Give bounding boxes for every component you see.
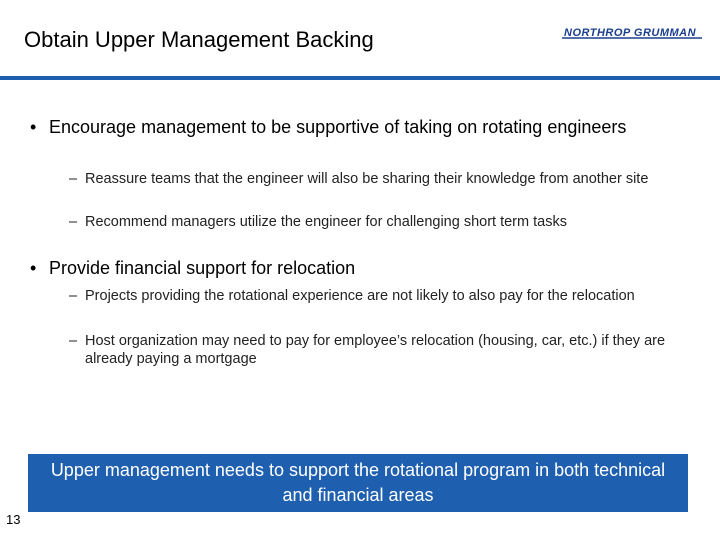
header-divider bbox=[0, 76, 720, 80]
sub-bullet-item bbox=[69, 170, 685, 188]
callout-text: Upper management needs to support the rotational program in both technical and financial areas bbox=[50, 460, 666, 505]
sub-bullet-text: Reassure teams that the engineer will also be sharing their knowledge from another site bbox=[85, 171, 649, 187]
bullet-marker: • bbox=[30, 258, 37, 278]
sub-bullet-marker: – bbox=[69, 171, 78, 187]
sub-bullet-marker: – bbox=[69, 288, 78, 304]
bullet-marker: • bbox=[30, 117, 37, 137]
bullet-text: Provide financial support for relocation bbox=[49, 258, 356, 278]
logo-text: NORTHROP GRUMMAN bbox=[564, 27, 697, 39]
bullet-item bbox=[30, 116, 649, 138]
bullet-item bbox=[30, 257, 649, 279]
sub-bullet-item bbox=[69, 332, 685, 368]
sub-bullet-text: Projects providing the rotational experience are not likely to also pay for the relocation bbox=[85, 288, 635, 304]
northrop-grumman-logo bbox=[562, 27, 702, 41]
sub-bullet-item bbox=[69, 213, 685, 231]
page-number: 13 bbox=[6, 512, 21, 527]
bullet-text: Encourage management to be supportive of taking on rotating engineers bbox=[49, 117, 627, 137]
sub-bullet-item bbox=[69, 287, 685, 305]
sub-bullet-marker: – bbox=[69, 214, 78, 230]
sub-bullet-text: Recommend managers utilize the engineer for challenging short term tasks bbox=[85, 214, 567, 230]
slide-title: Obtain Upper Management Backing bbox=[24, 27, 374, 52]
sub-bullet-marker: – bbox=[69, 333, 78, 349]
callout-box bbox=[28, 454, 688, 512]
sub-bullet-text: Host organization may need to pay for employee’s relocation (housing, car, etc.) if they are already paying a mortgage bbox=[85, 333, 666, 367]
